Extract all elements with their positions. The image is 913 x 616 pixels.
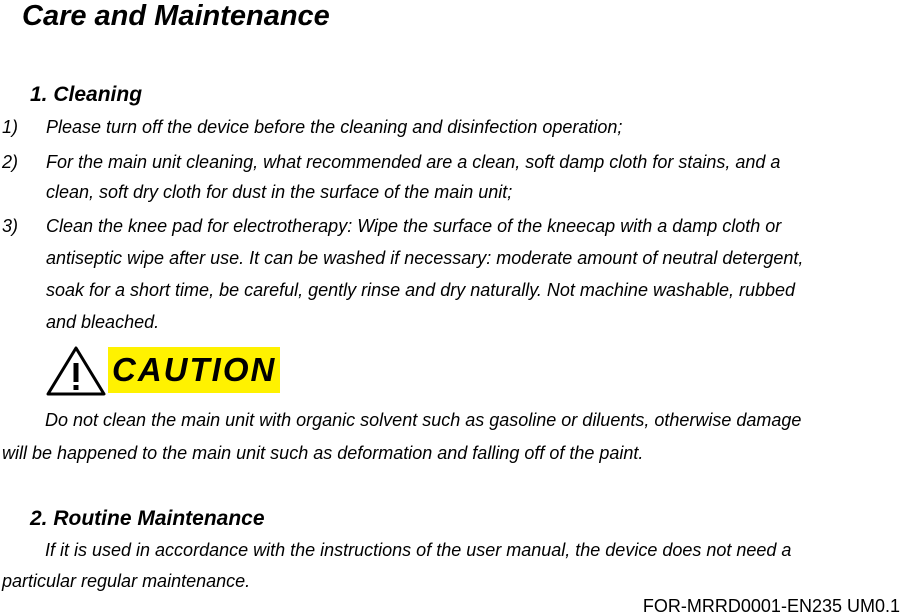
document-code-footer: FOR-MRRD0001-EN235 UM0.1 [642,596,900,616]
maintenance-text: If it is used in accordance with the instructions of the user manual, the device does not need a [45,540,792,560]
caution-text: Do not clean the main unit with organic solvent such as gasoline or diluents, otherwise damage [45,410,802,430]
caution-label: CAUTION [108,347,280,393]
maintenance-heading: 2. Routine Maintenance [30,507,265,530]
list-item-number: 3) [2,216,19,236]
warning-triangle-icon [45,345,107,397]
list-item-number: 2) [2,152,19,172]
maintenance-text: particular regular maintenance. [2,571,251,591]
list-item-text: Clean the knee pad for electrotherapy: Wipe the surface of the kneecap with a damp cloth or [46,216,782,236]
list-item-text: Please turn off the device before the cleaning and disinfection operation; [46,117,623,137]
page-title: Care and Maintenance [22,0,330,32]
list-item-number: 1) [2,117,19,137]
cleaning-heading: 1. Cleaning [30,83,143,106]
list-item-text: clean, soft dry cloth for dust in the surface of the main unit; [46,182,513,202]
list-item-text: and bleached. [46,312,160,332]
list-item-text: soak for a short time, be careful, gently rinse and dry naturally. Not machine washable, rubbed [46,280,796,300]
caution-text: will be happened to the main unit such as deformation and falling off of the paint. [2,443,644,463]
caution-badge [45,345,281,397]
list-item-text: antiseptic wipe after use. It can be washed if necessary: moderate amount of neutral detergent, [46,248,804,268]
list-item-text: For the main unit cleaning, what recommended are a clean, soft damp cloth for stains, and a [46,152,781,172]
